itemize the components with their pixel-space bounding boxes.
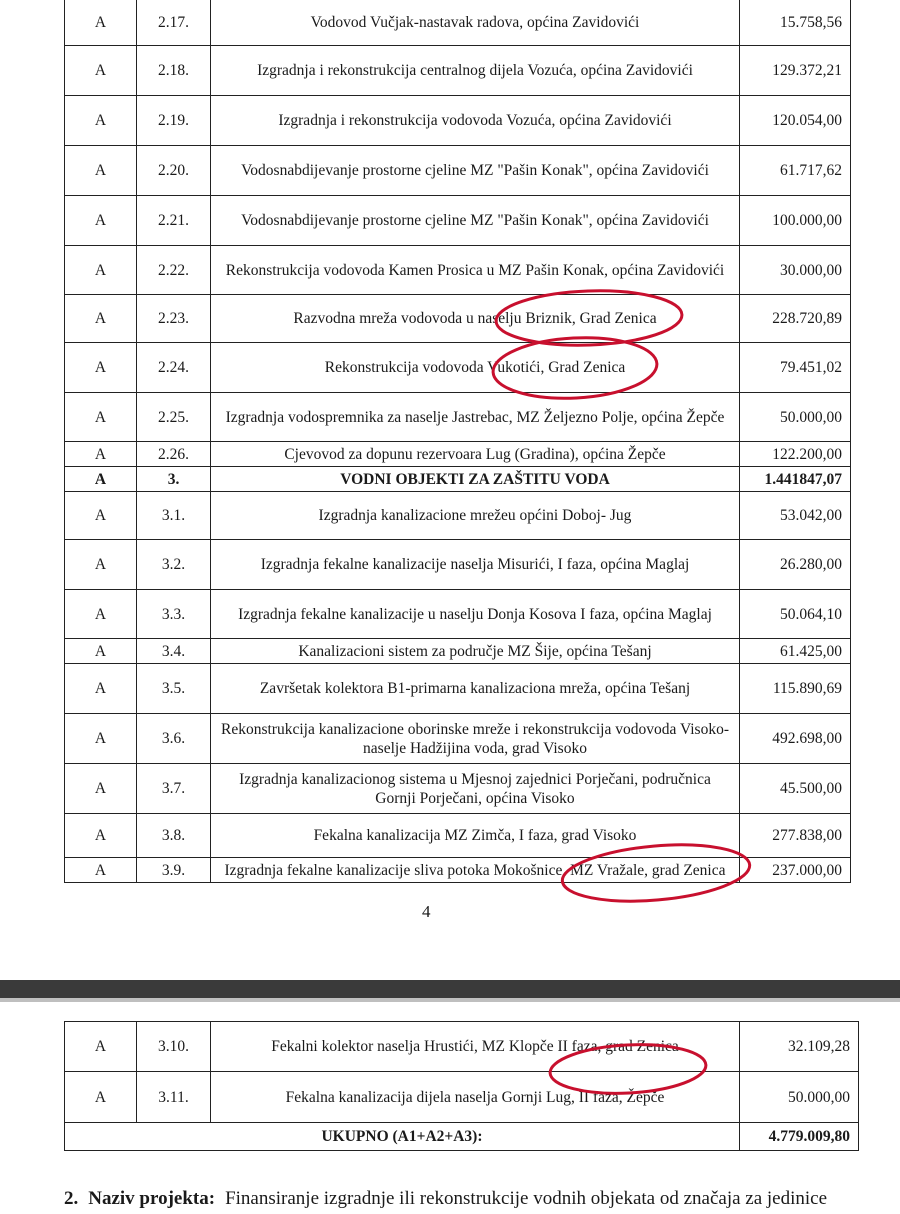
- vrazale-circle-annotation: [560, 838, 752, 908]
- description-cell: Izgradnja fekalne kanalizacije naselja Misurići, I faza, općina Maglaj: [211, 540, 740, 590]
- item-number-cell: 2.22.: [137, 246, 211, 295]
- description-cell: Rekonstrukcija kanalizacione oborinske mreže i rekonstrukcija vodovoda Visoko-naselje Hadžijina voda, grad Visoko: [211, 714, 740, 764]
- category-cell: A: [65, 540, 137, 590]
- item-number-cell: 3.9.: [137, 858, 211, 883]
- description-cell: Izgradnja kanalizacionog sistema u Mjesnoj zajednici Porječani, područnica Gornji Porječani, općina Visoko: [211, 764, 740, 814]
- item-number-cell: 3.5.: [137, 664, 211, 714]
- item-number-cell: 3.1.: [137, 492, 211, 540]
- amount-cell: 45.500,00: [740, 764, 851, 814]
- description-cell: Vodosnabdijevanje prostorne cjeline MZ "Pašin Konak", općina Zavidovići: [211, 146, 740, 196]
- description-cell: Fekalni kolektor naselja Hrustići, MZ Klopče II faza, grad Zenica: [211, 1022, 740, 1072]
- description-cell: VODNI OBJEKTI ZA ZAŠTITU VODA: [211, 467, 740, 492]
- amount-cell: 61.717,62: [740, 146, 851, 196]
- category-cell: A: [65, 246, 137, 295]
- category-cell: A: [65, 858, 137, 883]
- amount-cell: 30.000,00: [740, 246, 851, 295]
- item-number-cell: 3.3.: [137, 590, 211, 639]
- amount-cell: 237.000,00: [740, 858, 851, 883]
- item-number-cell: 2.19.: [137, 96, 211, 146]
- description-cell: Fekalna kanalizacija MZ Zimča, I faza, grad Visoko: [211, 814, 740, 858]
- category-cell: A: [65, 492, 137, 540]
- category-cell: A: [65, 46, 137, 96]
- category-cell: A: [65, 467, 137, 492]
- description-cell: Završetak kolektora B1-primarna kanalizaciona mreža, općina Tešanj: [211, 664, 740, 714]
- item-number-cell: 3.: [137, 467, 211, 492]
- item-number-cell: 3.4.: [137, 639, 211, 664]
- amount-cell: 228.720,89: [740, 295, 851, 343]
- description-cell: Vodosnabdijevanje prostorne cjeline MZ "Pašin Konak", općina Zavidovići: [211, 196, 740, 246]
- item-number-cell: 3.11.: [137, 1072, 211, 1123]
- item-number-cell: 2.26.: [137, 442, 211, 467]
- item-number-cell: 3.7.: [137, 764, 211, 814]
- category-cell: A: [65, 196, 137, 246]
- category-cell: A: [65, 393, 137, 442]
- total-amount: 4.779.009,80: [740, 1123, 859, 1151]
- category-cell: A: [65, 1072, 137, 1123]
- item-number-cell: 3.6.: [137, 714, 211, 764]
- category-cell: A: [65, 639, 137, 664]
- description-cell: Rekonstrukcija vodovoda Vukotići, Grad Zenica: [211, 343, 740, 393]
- item-number-cell: 3.2.: [137, 540, 211, 590]
- description-cell: Razvodna mreža vodovoda u naselju Briznik, Grad Zenica: [211, 295, 740, 343]
- item-number-cell: 2.18.: [137, 46, 211, 96]
- category-cell: A: [65, 764, 137, 814]
- description-cell: Cjevovod za dopunu rezervoara Lug (Gradina), općina Žepče: [211, 442, 740, 467]
- amount-cell: 129.372,21: [740, 46, 851, 96]
- total-label: UKUPNO (A1+A2+A3):: [65, 1123, 740, 1151]
- amount-cell: 50.000,00: [740, 1072, 859, 1123]
- category-cell: A: [65, 0, 137, 46]
- description-cell: Izgradnja vodospremnika za naselje Jastrebac, MZ Željezno Polje, općina Žepče: [211, 393, 740, 442]
- amount-cell: 79.451,02: [740, 343, 851, 393]
- description-cell: Fekalna kanalizacija dijela naselja Gornji Lug, II faza, Žepče: [211, 1072, 740, 1123]
- page-number: 4: [422, 902, 431, 921]
- description-cell: Izgradnja i rekonstrukcija vodovoda Vozuća, općina Zavidovići: [211, 96, 740, 146]
- amount-cell: 26.280,00: [740, 540, 851, 590]
- amount-cell: 277.838,00: [740, 814, 851, 858]
- description-cell: Kanalizacioni sistem za područje MZ Šije, općina Tešanj: [211, 639, 740, 664]
- amount-cell: 50.000,00: [740, 393, 851, 442]
- description-cell: Rekonstrukcija vodovoda Kamen Prosica u MZ Pašin Konak, općina Zavidovići: [211, 246, 740, 295]
- amount-cell: 120.054,00: [740, 96, 851, 146]
- amount-cell: 32.109,28: [740, 1022, 859, 1072]
- item-number-cell: 2.23.: [137, 295, 211, 343]
- amount-cell: 61.425,00: [740, 639, 851, 664]
- amount-cell: 122.200,00: [740, 442, 851, 467]
- amount-cell: 15.758,56: [740, 0, 851, 46]
- amount-cell: 1.441847,07: [740, 467, 851, 492]
- description-cell: Izgradnja fekalne kanalizacije u naselju Donja Kosova I faza, općina Maglaj: [211, 590, 740, 639]
- category-cell: A: [65, 1022, 137, 1072]
- category-cell: A: [65, 814, 137, 858]
- description-cell: Vodovod Vučjak-nastavak radova, općina Zavidovići: [211, 0, 740, 46]
- amount-cell: 115.890,69: [740, 664, 851, 714]
- project-number: 2.: [64, 1188, 79, 1209]
- category-cell: A: [65, 714, 137, 764]
- project-name-text: Finansiranje izgradnje ili rekonstrukcije vodnih objekata od značaja za jedinice: [225, 1188, 828, 1209]
- amount-cell: 53.042,00: [740, 492, 851, 540]
- category-cell: A: [65, 590, 137, 639]
- description-cell: Izgradnja kanalizacione mrežeu općini Doboj- Jug: [211, 492, 740, 540]
- description-cell: Izgradnja i rekonstrukcija centralnog dijela Vozuća, općina Zavidovići: [211, 46, 740, 96]
- category-cell: A: [65, 442, 137, 467]
- category-cell: A: [65, 343, 137, 393]
- amount-cell: 492.698,00: [740, 714, 851, 764]
- project-name-label: Naziv projekta:: [88, 1188, 216, 1209]
- amount-cell: 50.064,10: [740, 590, 851, 639]
- item-number-cell: 3.10.: [137, 1022, 211, 1072]
- category-cell: A: [65, 295, 137, 343]
- item-number-cell: 3.8.: [137, 814, 211, 858]
- item-number-cell: 2.24.: [137, 343, 211, 393]
- category-cell: A: [65, 664, 137, 714]
- description-cell: Izgradnja fekalne kanalizacije sliva potoka Mokošnice, MZ Vražale, grad Zenica: [211, 858, 740, 883]
- amount-cell: 100.000,00: [740, 196, 851, 246]
- category-cell: A: [65, 146, 137, 196]
- category-cell: A: [65, 96, 137, 146]
- item-number-cell: 2.21.: [137, 196, 211, 246]
- item-number-cell: 2.25.: [137, 393, 211, 442]
- item-number-cell: 2.17.: [137, 0, 211, 46]
- item-number-cell: 2.20.: [137, 146, 211, 196]
- klopce-circle-annotation: [549, 1041, 707, 1097]
